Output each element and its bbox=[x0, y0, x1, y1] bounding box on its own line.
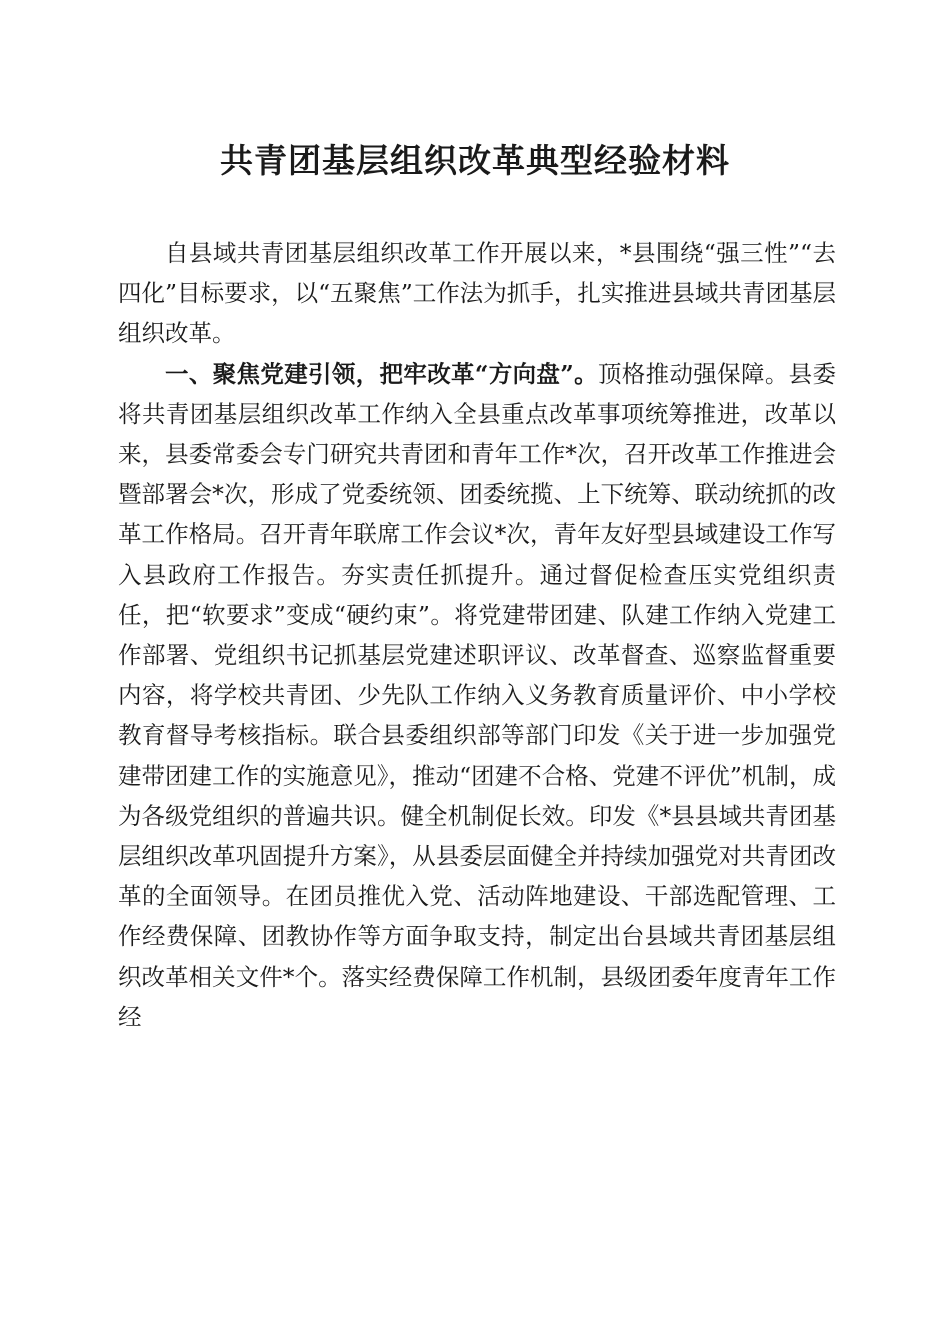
section-1-paragraph bbox=[118, 354, 836, 1037]
section-1-body: 顶格推动强保障。县委将共青团基层组织改革工作纳入全县重点改革事项统筹推进，改革以来，县委常委会专门研究共青团和青年工作*次，召开改革工作推进会暨部署会*次，形成了党委统领、团委统揽、上下统筹、联动统抓的改革工作格局。召开青年联席工作会议*次，青年友好型县域建设工作写入县政府工作报告。夯实责任抓提升。通过督促检查压实党组织责任，把“软要求”变成“硬约束”。将党建带团建、队建工作纳入党建工作部署、党组织书记抓基层党建述职评议、改革督查、巡察监督重要内容，将学校共青团、少先队工作纳入义务教育质量评价、中小学校教育督导考核指标。联合县委组织部等部门印发《关于进一步加强党建带团建工作的实施意见》，推动“团建不合格、党建不评优”机制，成为各级党组织的普遍共识。健全机制促长效。印发《*县县域共青团基层组织改革巩固提升方案》，从县委层面健全并持续加强党对共青团改革的全面领导。在团员推优入党、活动阵地建设、干部选配管理、工作经费保障、团教协作等方面争取支持，制定出台县域共青团基层组织改革相关文件*个。落实经费保障工作机制，县级团委年度青年工作经 bbox=[118, 359, 836, 1031]
section-1-heading: 一、聚焦党建引领，把牢改革“方向盘”。 bbox=[165, 359, 598, 388]
intro-paragraph: 自县域共青团基层组织改革工作开展以来，*县围绕“强三性”“去四化”目标要求，以“五聚焦”工作法为抓手，扎实推进县域共青团基层组织改革。 bbox=[118, 239, 836, 348]
document-title: 共青团基层组织改革典型经验材料 bbox=[220, 141, 730, 180]
document-body bbox=[118, 233, 836, 1037]
